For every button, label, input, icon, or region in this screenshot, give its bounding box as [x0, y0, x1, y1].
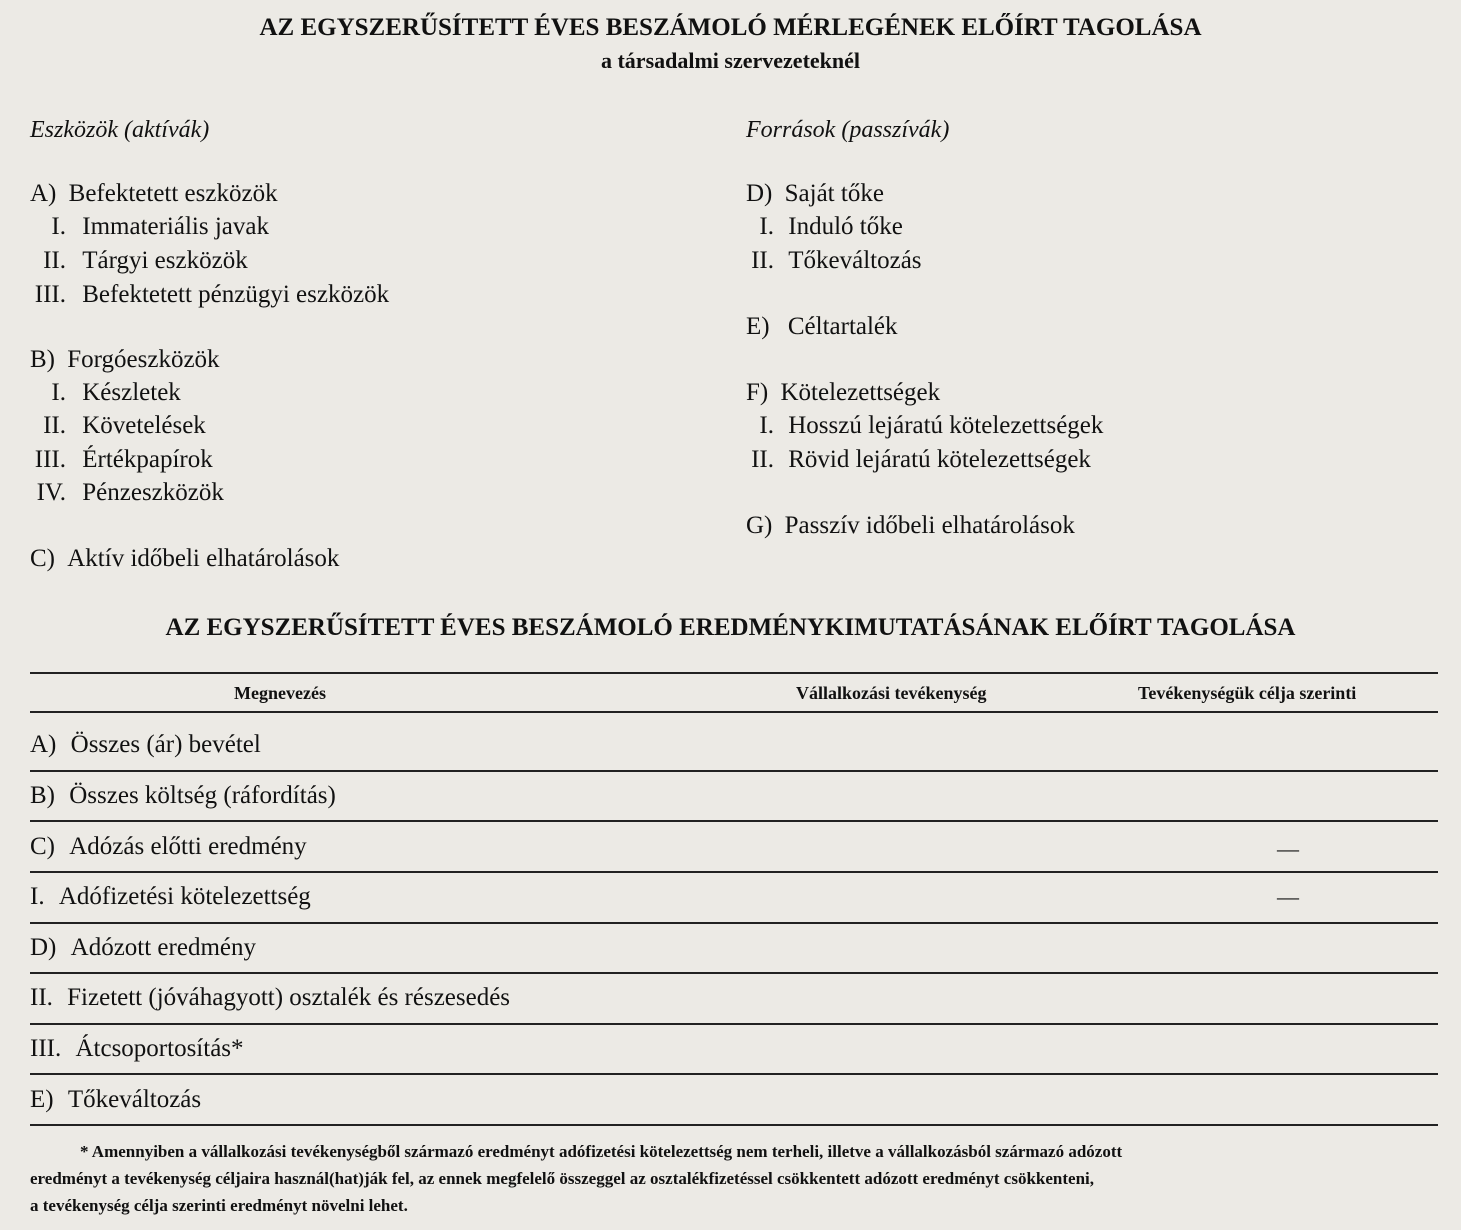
liability-item: [746, 512, 1075, 540]
asset-code: C): [30, 545, 55, 572]
asset-item: [30, 247, 248, 275]
asset-code: A): [30, 180, 57, 207]
liability-item: [746, 446, 1091, 474]
table-row: [30, 883, 311, 911]
asset-label: Készletek: [82, 379, 181, 406]
liability-item: [746, 412, 1103, 440]
row-label: Adózott eredmény: [70, 934, 256, 961]
liability-item: [746, 247, 922, 275]
liability-code: F): [746, 379, 769, 406]
asset-item: [30, 412, 206, 440]
row-code: A): [30, 731, 57, 758]
table-rule: [30, 672, 1438, 674]
liability-label: Kötelezettségek: [780, 379, 941, 406]
footnote-line-1: * Amennyiben a vállalkozási tevékenységből származó eredményt adófizetési kötelezettség nem terheli, illetve a vállalkozásból származó adózott: [80, 1142, 1123, 1161]
table-rule: [30, 972, 1438, 974]
row-label: Összes költség (ráfordítás): [69, 782, 336, 809]
row-code: C): [30, 833, 55, 860]
liability-code: II.: [751, 247, 774, 274]
asset-label: Aktív időbeli elhatárolások: [67, 545, 340, 572]
table-row: [30, 731, 261, 759]
asset-item: [30, 446, 213, 474]
asset-code: II.: [43, 412, 66, 439]
asset-label: Befektetett pénzügyi eszközök: [82, 281, 390, 308]
asset-label: Immateriális javak: [82, 213, 269, 240]
asset-label: Befektetett eszközök: [68, 180, 278, 207]
asset-code: I.: [51, 213, 66, 240]
liability-code: D): [746, 180, 773, 207]
table-row: [30, 782, 336, 810]
liability-code: I.: [759, 213, 774, 240]
liability-label: Céltartalék: [787, 313, 898, 340]
row-label: Átcsoportosítás*: [75, 1035, 244, 1062]
asset-code: B): [30, 346, 55, 373]
balance-title: AZ EGYSZERŰSÍTETT ÉVES BESZÁMOLÓ MÉRLEGÉNEK ELŐÍRT TAGOLÁSA: [259, 14, 1202, 41]
asset-code: I.: [51, 379, 66, 406]
liability-label: Induló tőke: [788, 213, 903, 240]
row-col3-dash: —: [1277, 836, 1299, 861]
asset-item: [30, 281, 389, 309]
footnote-line-2: eredményt a tevékenység céljaira használ(hat)ják fel, az ennek megfelelő összeggel az osztalékfizetéssel csökkentett adózott eredményt csökkenteni,: [30, 1169, 1094, 1188]
asset-item: [30, 213, 269, 241]
table-rule: [30, 1073, 1438, 1075]
liability-item: [746, 213, 903, 241]
asset-label: Értékpapírok: [82, 446, 213, 473]
header-vallalkozasi: Vállalkozási tevékenység: [796, 683, 987, 703]
row-label: Adófizetési kötelezettség: [58, 883, 311, 910]
table-rule: [30, 820, 1438, 822]
asset-code: III.: [34, 446, 66, 473]
asset-item: [30, 346, 220, 374]
liability-item: [746, 379, 940, 407]
liability-label: Saját tőke: [784, 180, 884, 207]
table-rule: [30, 1023, 1438, 1025]
table-rule: [30, 1124, 1438, 1126]
assets-heading: Eszközök (aktívák): [30, 117, 210, 143]
asset-item: [30, 545, 339, 573]
table-row: [30, 1035, 244, 1063]
liability-code: I.: [759, 412, 774, 439]
liability-item: [746, 180, 884, 208]
row-code: II.: [30, 984, 53, 1011]
row-code: I.: [30, 883, 45, 910]
row-label: Adózás előtti eredmény: [69, 833, 307, 860]
liability-label: Passzív időbeli elhatárolások: [784, 512, 1075, 539]
table-rule: [30, 711, 1438, 713]
footnote-line-3: a tevékenység célja szerinti eredményt növelni lehet.: [30, 1196, 408, 1215]
asset-item: [30, 379, 181, 407]
table-rule: [30, 922, 1438, 924]
asset-label: Forgóeszközök: [67, 346, 220, 373]
liability-label: Rövid lejáratú kötelezettségek: [788, 446, 1091, 473]
row-label: Fizetett (jóváhagyott) osztalék és részesedés: [67, 984, 511, 1011]
table-rule: [30, 871, 1438, 873]
asset-code: II.: [43, 247, 66, 274]
table-row: [30, 984, 510, 1012]
header-celja-szerinti: Tevékenységük célja szerinti: [1138, 683, 1357, 703]
table-row: [30, 1086, 201, 1114]
liability-item: [746, 313, 898, 341]
row-col3-dash: —: [1277, 884, 1299, 909]
liability-label: Tőkeváltozás: [788, 247, 922, 274]
header-megnevezes: Megnevezés: [234, 683, 326, 703]
row-code: D): [30, 934, 57, 961]
asset-label: Tárgyi eszközök: [82, 247, 248, 274]
liabilities-heading: Források (passzívák): [746, 117, 950, 143]
row-label: Összes (ár) bevétel: [70, 731, 261, 758]
balance-subtitle: a társadalmi szervezeteknél: [600, 48, 861, 73]
asset-code: III.: [34, 281, 66, 308]
table-row: [30, 934, 256, 962]
liability-code: G): [746, 512, 773, 539]
asset-label: Pénzeszközök: [82, 479, 224, 506]
liability-code: E): [746, 313, 770, 340]
table-row: [30, 833, 307, 861]
row-label: Tőkeváltozás: [67, 1086, 202, 1113]
income-title: AZ EGYSZERŰSÍTETT ÉVES BESZÁMOLÓ EREDMÉNYKIMUTATÁSÁNAK ELŐÍRT TAGOLÁSA: [165, 614, 1296, 641]
asset-item: [30, 180, 278, 208]
table-rule: [30, 770, 1438, 772]
row-code: E): [30, 1086, 54, 1113]
row-code: III.: [30, 1035, 62, 1062]
asset-code: IV.: [36, 479, 66, 506]
liability-label: Hosszú lejáratú kötelezettségek: [788, 412, 1104, 439]
asset-item: [30, 479, 224, 507]
row-code: B): [30, 782, 55, 809]
liability-code: II.: [751, 446, 774, 473]
asset-label: Követelések: [82, 412, 206, 439]
